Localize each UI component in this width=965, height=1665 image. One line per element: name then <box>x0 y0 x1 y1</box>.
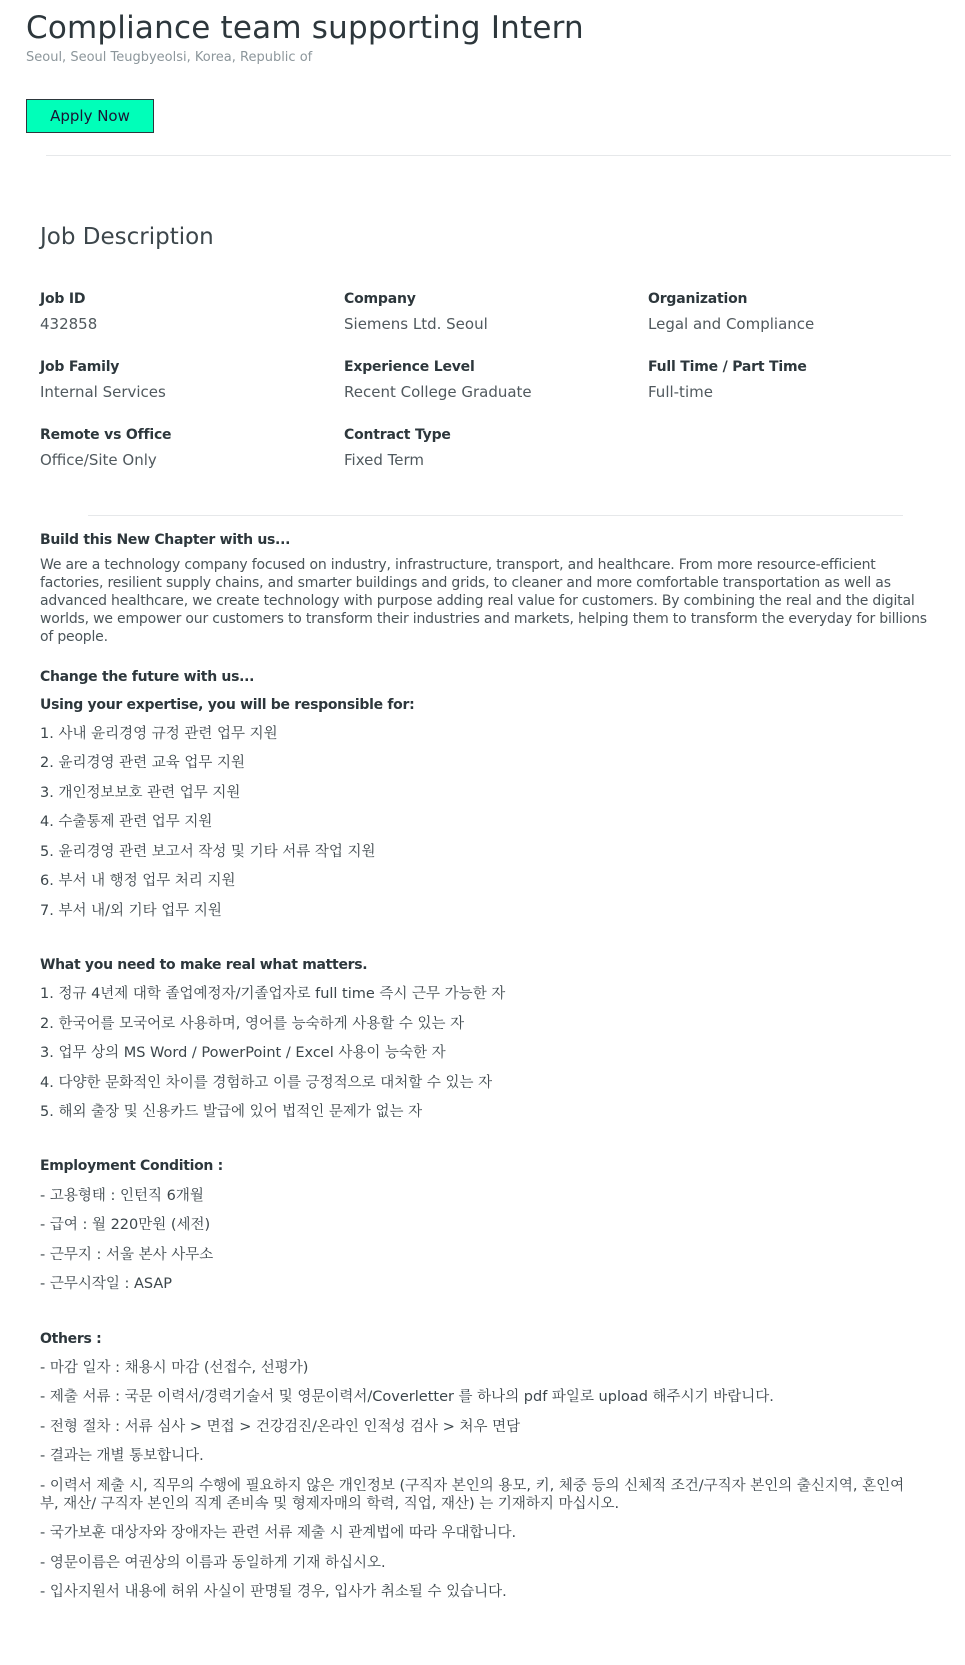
field-label: Remote vs Office <box>40 427 172 443</box>
list-item: 4. 다양한 문화적인 차이를 경험하고 이를 긍정적으로 대처할 수 있는 자 <box>40 1075 493 1091</box>
field-label: Contract Type <box>344 427 451 443</box>
field-organization <box>648 291 938 333</box>
list-item: - 입사지원서 내용에 허위 사실이 판명될 경우, 입사가 취소될 수 있습니다. <box>40 1584 507 1600</box>
list-item: 2. 한국어를 모국어로 사용하며, 영어를 능숙하게 사용할 수 있는 자 <box>40 1016 465 1032</box>
job-title: Compliance team supporting Intern <box>26 10 584 46</box>
field-value: Legal and Compliance <box>648 315 815 333</box>
field-label: Organization <box>648 291 748 307</box>
field-company <box>344 291 634 333</box>
list-item: - 고용형태 : 인턴직 6개월 <box>40 1188 204 1204</box>
list-item: 1. 사내 윤리경영 규정 관련 업무 지원 <box>40 726 278 742</box>
field-label: Job Family <box>40 359 120 375</box>
divider <box>88 515 903 516</box>
intro-paragraph: We are a technology company focused on industry, infrastructure, transport, and healthcare. From more resource-efficient factories, resilient supply chains, and smarter buildings and grids, to cleaner and more comfortable transportation as well as advanced healthcare, we create technology with purpose adding real value for customers. By combining the real and the digital worlds, we empower our customers to transform their industries and markets, helping them to transform the everyday for billions of people. <box>40 557 927 645</box>
list-item: - 마감 일자 : 채용시 마감 (선접수, 선평가) <box>40 1360 309 1376</box>
list-item: 7. 부서 내/외 기타 업무 지원 <box>40 903 222 919</box>
divider <box>46 155 951 156</box>
list-item: - 급여 : 월 220만원 (세전) <box>40 1217 211 1233</box>
field-job-id <box>40 291 330 333</box>
list-item: 4. 수출통제 관련 업무 지원 <box>40 814 213 830</box>
list-item: - 근무시작일 : ASAP <box>40 1276 173 1292</box>
responsibilities-title: Using your expertise, you will be responsible for: <box>40 697 415 713</box>
apply-now-button[interactable]: Apply Now <box>26 99 154 133</box>
list-item: - 국가보훈 대상자와 장애자는 관련 서류 제출 시 관계법에 따라 우대합니다. <box>40 1525 517 1541</box>
list-item: 5. 윤리경영 관련 보고서 작성 및 기타 서류 작업 지원 <box>40 844 376 860</box>
list-item: - 이력서 제출 시, 직무의 수행에 필요하지 않은 개인정보 (구직자 본인의 용모, 키, 체중 등의 신체적 조건/구직자 본인의 출신지역, 혼인여부, 재산/ 구직자 본인의 직계 존비속 및 형제자매의 학력, 직업, 재산) 는 기재하지 마십시오. <box>40 1478 905 1512</box>
field-value: Internal Services <box>40 383 166 401</box>
job-location: Seoul, Seoul Teugbyeolsi, Korea, Republic of <box>26 50 313 65</box>
requirements-title: What you need to make real what matters. <box>40 957 368 973</box>
field-full-time-part-time <box>648 359 938 401</box>
list-item: 3. 개인정보보호 관련 업무 지원 <box>40 785 241 801</box>
list-item: 6. 부서 내 행정 업무 처리 지원 <box>40 873 236 889</box>
list-item: - 전형 절차 : 서류 심사 > 면접 > 건강검진/온라인 인적성 검사 > 처우 면담 <box>40 1419 521 1435</box>
list-item: 2. 윤리경영 관련 교육 업무 지원 <box>40 755 245 771</box>
job-description-heading: Job Description <box>40 224 214 250</box>
field-remote-vs-office <box>40 427 330 469</box>
list-item: - 결과는 개별 통보합니다. <box>40 1448 204 1464</box>
others-title: Others : <box>40 1331 102 1347</box>
field-label: Full Time / Part Time <box>648 359 807 375</box>
employment-title: Employment Condition : <box>40 1158 223 1174</box>
list-item: 5. 해외 출장 및 신용카드 발급에 있어 법적인 문제가 없는 자 <box>40 1104 423 1120</box>
field-job-family <box>40 359 330 401</box>
field-experience-level <box>344 359 634 401</box>
field-value: Recent College Graduate <box>344 383 532 401</box>
field-label: Job ID <box>40 291 86 307</box>
field-value: Siemens Ltd. Seoul <box>344 315 488 333</box>
field-label: Experience Level <box>344 359 475 375</box>
field-value: Full-time <box>648 383 713 401</box>
list-item: 1. 정규 4년제 대학 졸업예정자/기졸업자로 full time 즉시 근무 가능한 자 <box>40 986 506 1002</box>
field-value: 432858 <box>40 315 98 333</box>
field-value: Office/Site Only <box>40 451 157 469</box>
list-item: - 제출 서류 : 국문 이력서/경력기술서 및 영문이력서/Coverletter 를 하나의 pdf 파일로 upload 해주시기 바랍니다. <box>40 1389 774 1405</box>
field-value: Fixed Term <box>344 451 424 469</box>
field-contract-type <box>344 427 634 469</box>
field-label: Company <box>344 291 416 307</box>
list-item: 3. 업무 상의 MS Word / PowerPoint / Excel 사용이 능숙한 자 <box>40 1045 446 1061</box>
change-title: Change the future with us... <box>40 669 255 685</box>
intro-title: Build this New Chapter with us... <box>40 532 291 548</box>
list-item: - 영문이름은 여권상의 이름과 동일하게 기재 하십시오. <box>40 1555 386 1571</box>
list-item: - 근무지 : 서울 본사 사무소 <box>40 1247 214 1263</box>
